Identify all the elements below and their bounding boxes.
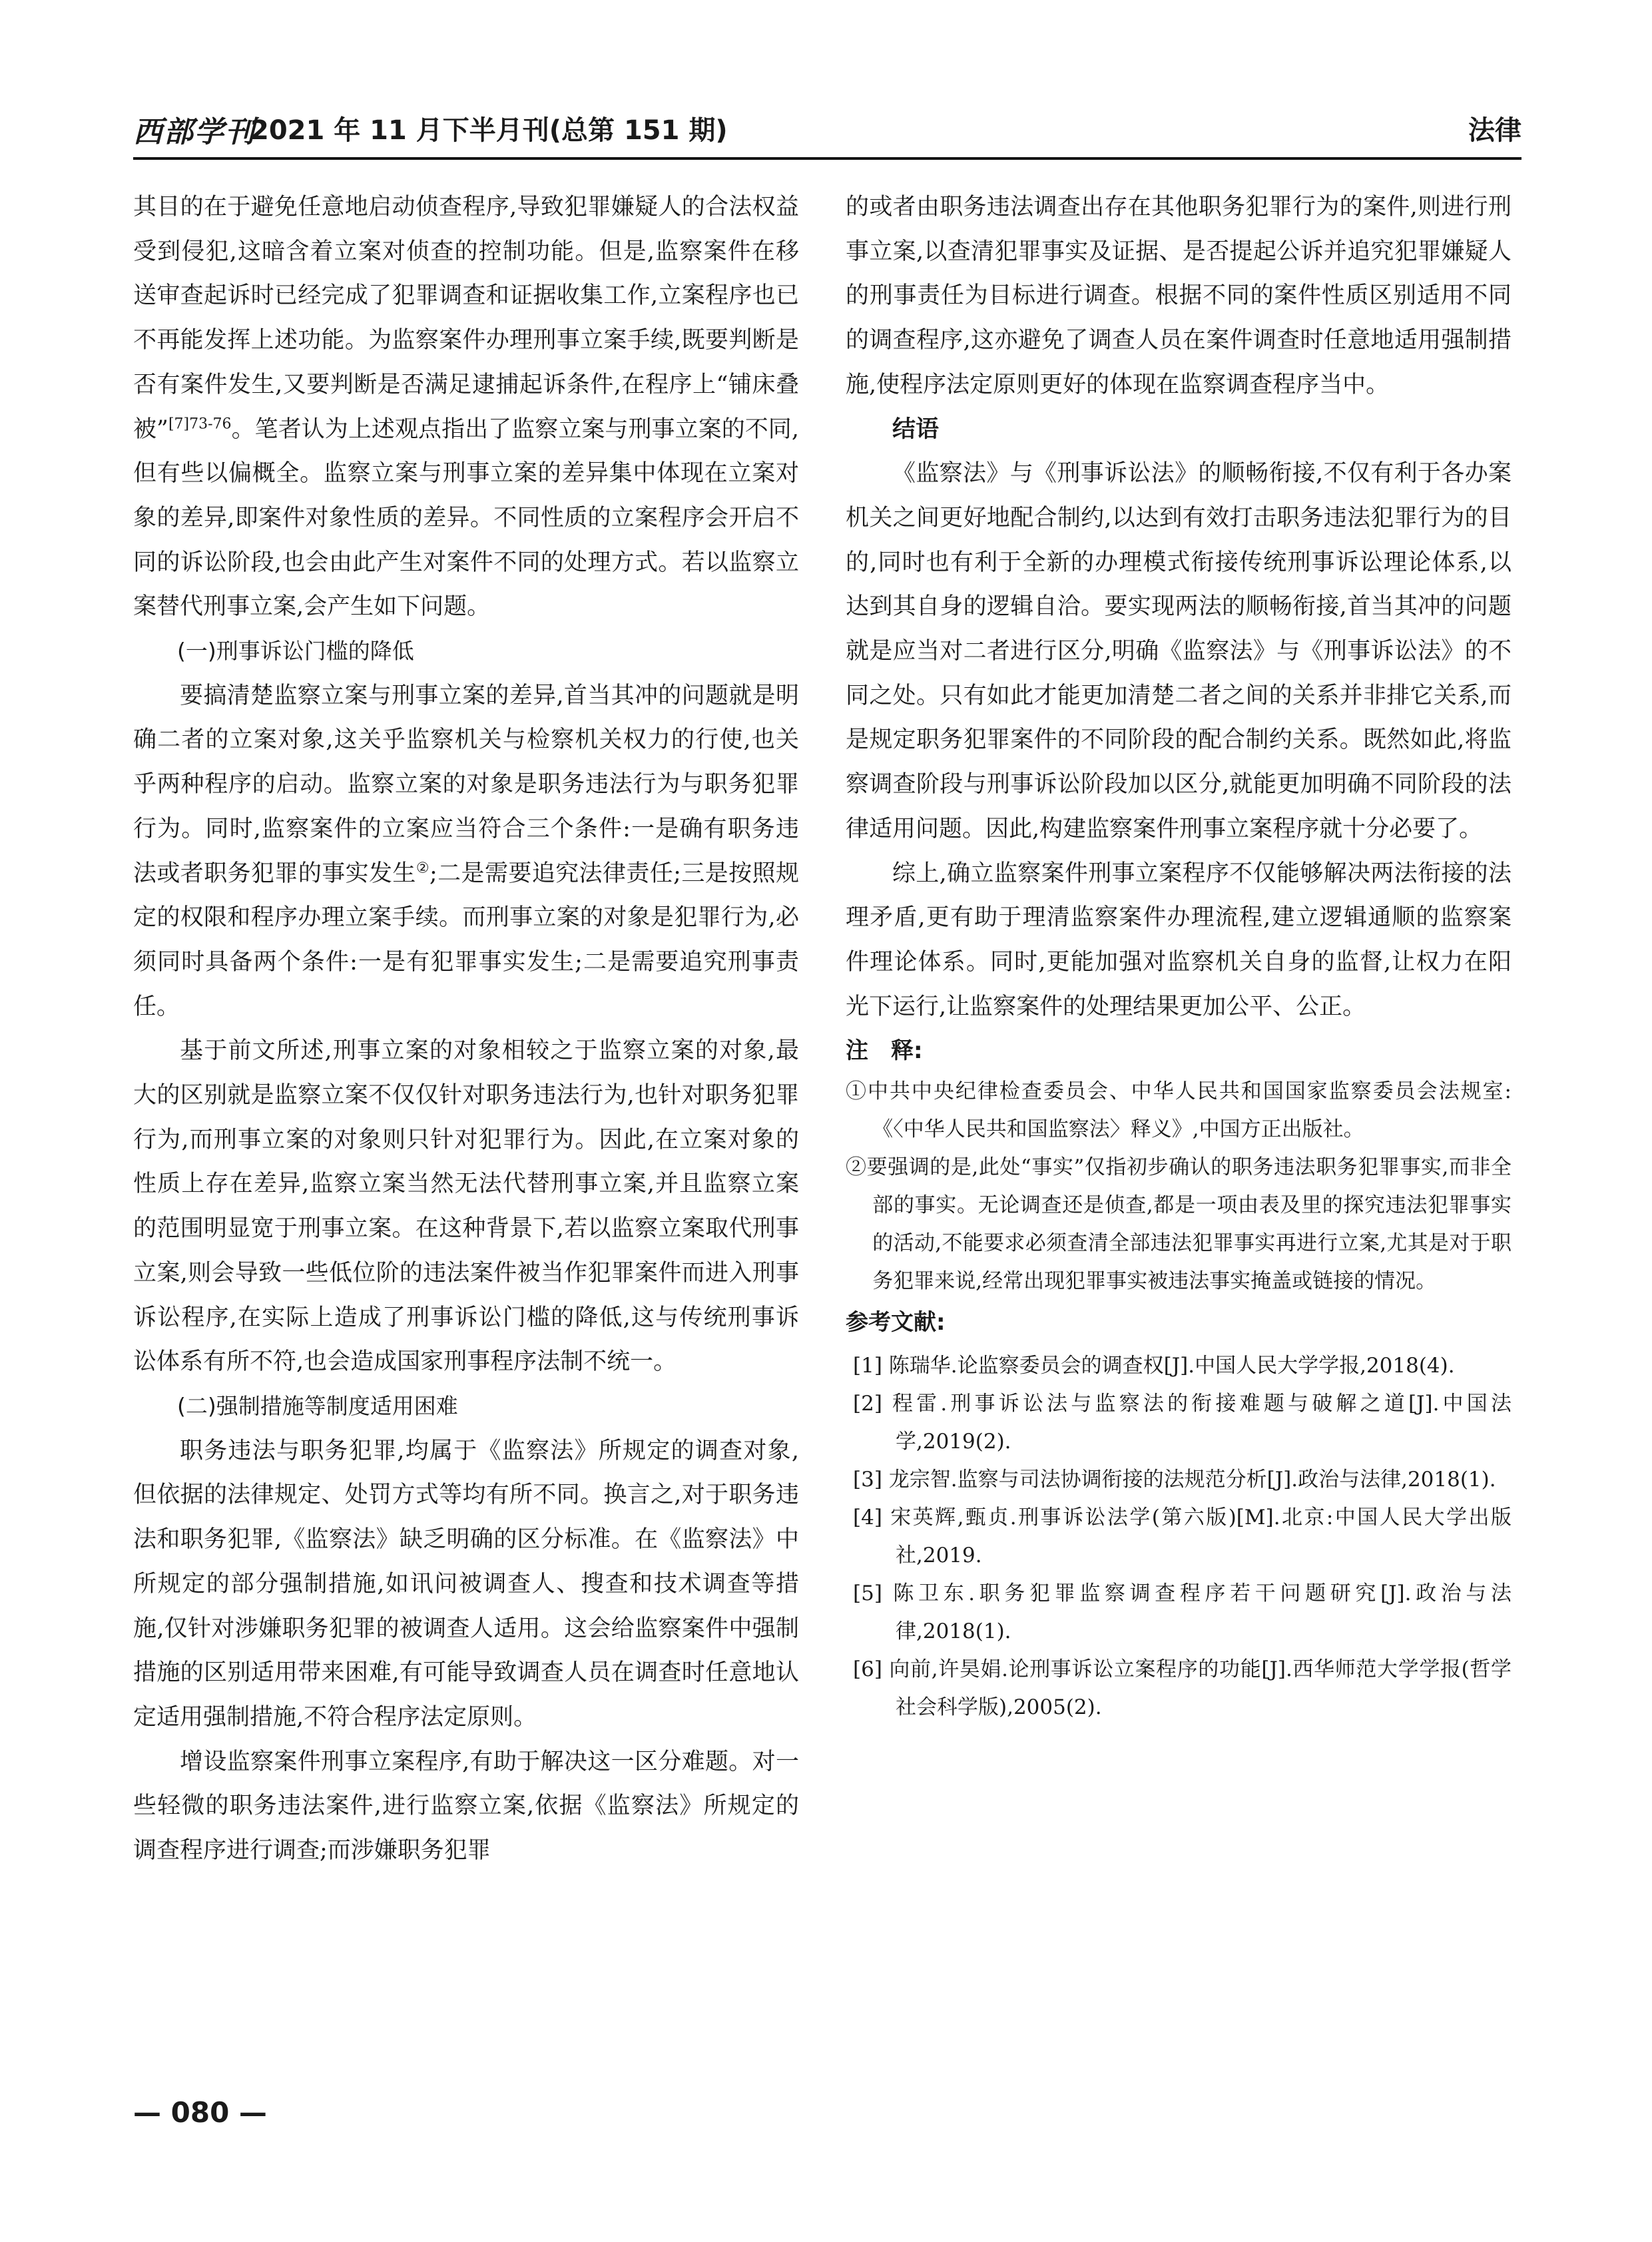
reference-item: [3] 龙宗智.监察与司法协调衔接的法规范分析[J].政治与法律,2018(1). <box>853 1468 1496 1492</box>
note-item: ①中共中央纪律检查委员会、中华人民共和国国家监察委员会法规室:《〈中华人民共和国监察法〉释义》,中国方正出版社。 <box>846 1079 1512 1142</box>
body-paragraph: 基于前文所述,刑事立案的对象相较之于监察立案的对象,最大的区别就是监察立案不仅仅针对职务违法行为,也针对职务犯罪行为,而刑事立案的对象则只针对犯罪行为。因此,在立案对象的性质上存在差异,监察立案当然无法代替刑事立案,并且监察立案的范围明显宽于刑事立案。在这种背景下,若以监察立案取代刑事立案,则会导致一些低位阶的违法案件被当作犯罪案件而进入刑事诉讼程序,在实际上造成了刑事诉讼门槛的降低,这与传统刑事诉讼体系有所不符,也会造成国家刑事程序法制不统一。 <box>133 1037 799 1376</box>
section-subheading: (二)强制措施等制度适用困难 <box>177 1392 458 1419</box>
right-column <box>846 185 1512 1727</box>
citation: [7]73-76 <box>168 415 232 432</box>
left-column <box>133 185 799 1873</box>
reference-item: [1] 陈瑞华.论监察委员会的调查权[J].中国人民大学学报,2018(4). <box>853 1354 1455 1378</box>
footnote-marker: ② <box>415 859 429 876</box>
body-paragraph: 综上,确立监察案件刑事立案程序不仅能够解决两法衔接的法理矛盾,更有助于理清监察案件办理流程,建立逻辑通顺的监察案件理论体系。同时,更能加强对监察机关自身的监督,让权力在阳光下运行,让监察案件的处理结果更加公平、公正。 <box>846 860 1512 1020</box>
reference-item: [6] 向前,许昊娟.论刑事诉讼立案程序的功能[J].西华师范大学学报(哲学社会科学版),2005(2). <box>853 1657 1512 1720</box>
reference-item: [5] 陈卫东.职务犯罪监察调查程序若干问题研究[J].政治与法律,2018(1). <box>853 1581 1512 1644</box>
section-label: 法律 <box>1468 115 1521 146</box>
body-paragraph: 职务违法与职务犯罪,均属于《监察法》所规定的调查对象,但依据的法律规定、处罚方式等均有所不同。换言之,对于职务违法和职务犯罪,《监察法》缺乏明确的区分标准。在《监察法》中所规定的部分强制措施,如讯问被调查人、搜查和技术调查等措施,仅针对涉嫌职务犯罪的被调查人适用。这会给监察案件中强制措施的区别适用带来困难,有可能导致调查人员在调查时任意地认定适用强制措施,不符合程序法定原则。 <box>133 1437 799 1731</box>
reference-item: [4] 宋英辉,甄贞.刑事诉讼法学(第六版)[M].北京:中国人民大学出版社,2019. <box>853 1506 1512 1568</box>
notes-title: 注 释: <box>846 1037 923 1065</box>
journal-logo: 西部学刊 <box>133 115 256 149</box>
conclusion-heading: 结语 <box>892 416 940 443</box>
issue-info: 2021 年 11 月下半月刊(总第 151 期) <box>250 115 728 146</box>
page-number: — 080 — <box>133 2096 267 2129</box>
section-subheading: (一)刑事诉讼门槛的降低 <box>177 638 414 665</box>
references-title: 参考文献: <box>846 1309 946 1336</box>
notes-list <box>846 1073 1512 1300</box>
reference-item: [2] 程雷.刑事诉讼法与监察法的衔接难题与破解之道[J].中国法学,2019(2). <box>853 1392 1512 1454</box>
body-paragraph: 要搞清楚监察立案与刑事立案的差异,首当其冲的问题就是明确二者的立案对象,这关乎监察机关与检察机关权力的行使,也关乎两种程序的启动。监察立案的对象是职务违法行为与职务犯罪行为。同时,监察案件的立案应当符合三个条件:一是确有职务违法或者职务犯罪的事实发生②;二是需要追究法律责任;三是按照规定的权限和程序办理立案手续。而刑事立案的对象是犯罪行为,必须同时具备两个条件:一是有犯罪事实发生;二是需要追究刑事责任。 <box>133 682 799 1020</box>
references-list <box>846 1347 1512 1727</box>
note-item: ②要强调的是,此处“事实”仅指初步确认的职务违法职务犯罪事实,而非全部的事实。无论调查还是侦查,都是一项由表及里的探究违法犯罪事实的活动,不能要求必须查清全部违法犯罪事实再进行立案,尤其是对于职务犯罪来说,经常出现犯罪事实被违法事实掩盖或链接的情况。 <box>846 1155 1512 1294</box>
running-header <box>133 105 1521 160</box>
body-paragraph: 的或者由职务违法调查出存在其他职务犯罪行为的案件,则进行刑事立案,以查清犯罪事实及证据、是否提起公诉并追究犯罪嫌疑人的刑事责任为目标进行调查。根据不同的案件性质区别适用不同的调查程序,这亦避免了调查人员在案件调查时任意地适用强制措施,使程序法定原则更好的体现在监察调查程序当中。 <box>846 194 1512 398</box>
body-paragraph: 《监察法》与《刑事诉讼法》的顺畅衔接,不仅有利于各办案机关之间更好地配合制约,以达到有效打击职务违法犯罪行为的目的,同时也有利于全新的办理模式衔接传统刑事诉讼理论体系,以达到其自身的逻辑自洽。要实现两法的顺畅衔接,首当其冲的问题就是应当对二者进行区分,明确《监察法》与《刑事诉讼法》的不同之处。只有如此才能更加清楚二者之间的关系并非排它关系,而是规定职务犯罪案件的不同阶段的配合制约关系。既然如此,将监察调查阶段与刑事诉讼阶段加以区分,就能更加明确不同阶段的法律适用问题。因此,构建监察案件刑事立案程序就十分必要了。 <box>846 460 1512 842</box>
body-paragraph: 其目的在于避免任意地启动侦查程序,导致犯罪嫌疑人的合法权益受到侵犯,这暗含着立案对侦查的控制功能。但是,监察案件在移送审查起诉时已经完成了犯罪调查和证据收集工作,立案程序也已不再能发挥上述功能。为监察案件办理刑事立案手续,既要判断是否有案件发生,又要判断是否满足逮捕起诉条件,在程序上“铺床叠被”$^{[7]73-76}$。笔者认为上述观点指出了监察立案与刑事立案的不同,但有些以偏概全。监察立案与刑事立案的差异集中体现在立案对象的差异,即案件对象性质的差异。不同性质的立案程序会开启不同的诉讼阶段,也会由此产生对案件不同的处理方式。若以监察立案替代刑事立案,会产生如下问题。 <box>133 194 799 621</box>
body-paragraph: 增设监察案件刑事立案程序,有助于解决这一区分难题。对一些轻微的职务违法案件,进行监察立案,依据《监察法》所规定的调查程序进行调查;而涉嫌职务犯罪 <box>133 1748 799 1864</box>
